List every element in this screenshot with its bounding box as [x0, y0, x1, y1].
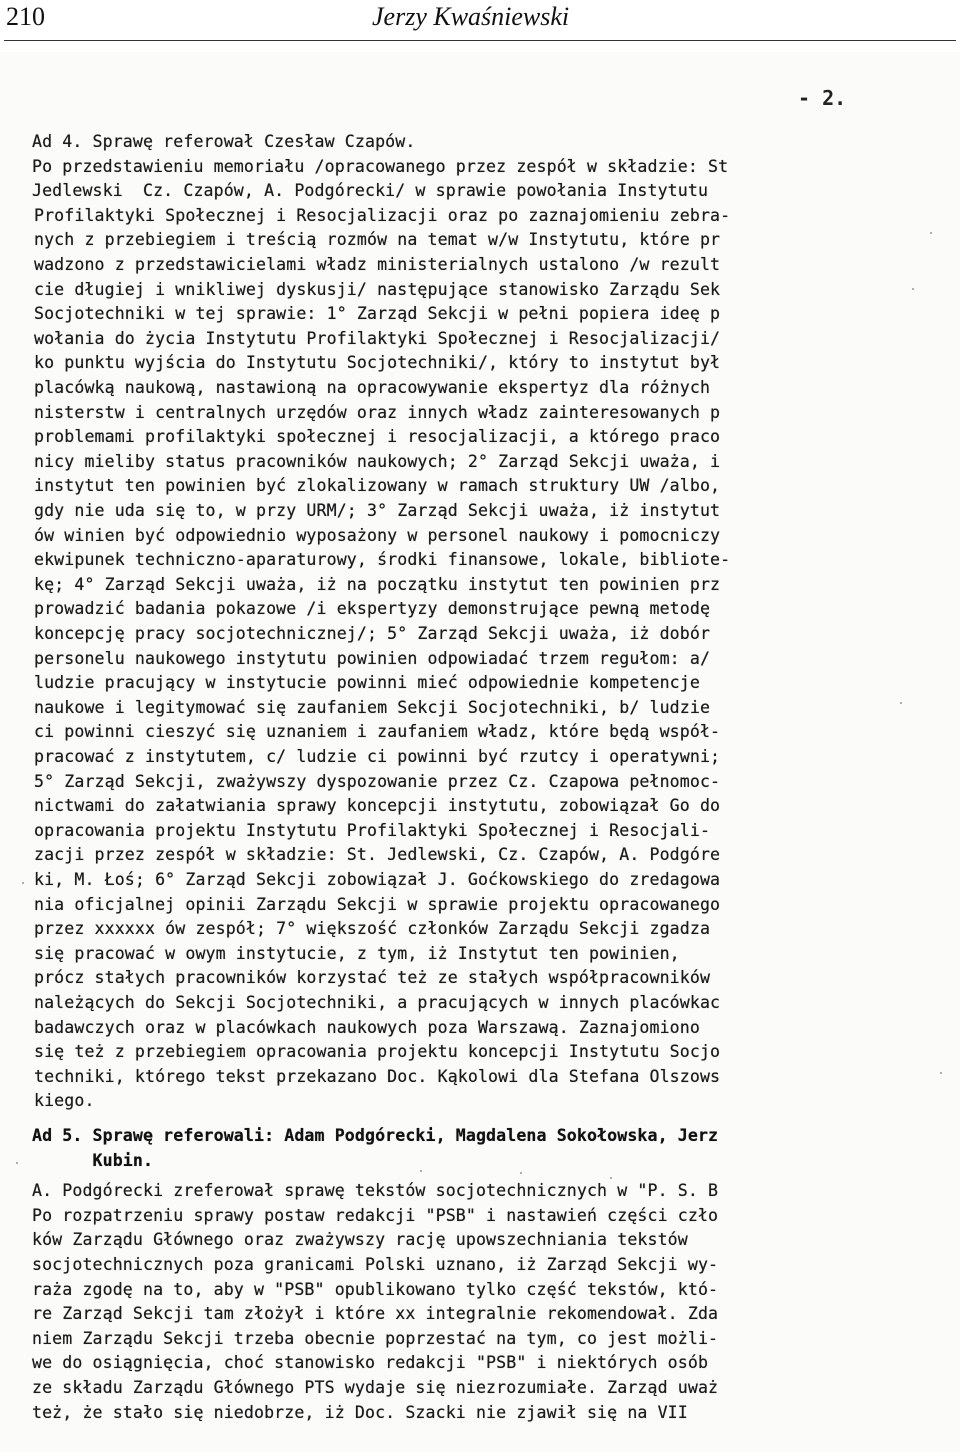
typed-line: Jedlewski Cz. Czapów, A. Podgórecki/ w sprawie powołania Instytutu	[32, 181, 709, 201]
typed-line: się pracować w owym instytucie, z tym, iż Instytut ten powinien,	[34, 943, 680, 963]
typed-line: instytut ten powinien być zlokalizowany w ramach struktury UW /albo,	[34, 476, 721, 496]
typed-line: kę; 4° Zarząd Sekcji uważa, iż na początku instytut ten powinien prz	[34, 574, 721, 594]
typed-line: nisterstw i centralnych urzędów oraz innych władz zainteresowanych p	[34, 402, 721, 422]
typed-line: badawczych oraz w placówkach naukowych poza Warszawą. Zaznajomiono	[34, 1017, 700, 1037]
typed-line: Kubin.	[32, 1150, 154, 1170]
typed-line: ekwipunek techniczno-aparaturowy, środki finansowe, lokale, bibliote-	[34, 550, 731, 570]
scan-speck	[520, 1172, 522, 1174]
typed-line: ki, M. Łoś; 6° Zarząd Sekcji zobowiązał J. Goćkowskiego do zredagowa	[34, 870, 721, 889]
typed-line: ludzie pracujący w instytucie powinni mieć odpowiednie kompetencje	[34, 673, 700, 693]
typed-line: się też z przebiegiem opracowania projektu koncepcji Instytutu Socjo	[34, 1042, 721, 1062]
header-rule	[4, 40, 956, 41]
scan-speck	[930, 232, 932, 234]
typed-line: pracować z instytutem, c/ ludzie ci powinni być rzutcy i operatywni;	[34, 747, 721, 766]
page-number: 210	[6, 2, 45, 31]
typed-line: 5° Zarząd Sekcji, zważywszy dyspozowanie przez Cz. Czapowa pełnomoc-	[34, 771, 721, 791]
typed-line: placówką naukową, nastawioną na opracowywanie ekspertyz dla różnych	[34, 378, 711, 397]
typed-line: niem Zarządu Sekcji trzeba obecnie poprzestać na tym, co jest możli-	[32, 1328, 719, 1348]
typed-line: socjotechnicznych poza granicami Polski uznano, iż Zarząd Sekcji wy-	[32, 1255, 719, 1274]
page-header	[0, 0, 960, 42]
typed-line: Profilaktyki Społecznej i Resocjalizacji oraz po zaznajomieniu zebra-	[34, 205, 731, 225]
scan-speck	[16, 1162, 18, 1164]
typed-line: przez xxxxxx ów zespół; 7° większość członków Zarządu Sekcji zgadza	[34, 919, 711, 939]
typed-line: naukowe i legitymować się zaufaniem Sekcji Socjotechniki, b/ ludzie	[34, 697, 711, 717]
typed-line: ci powinni cieszyć się uznaniem i zaufaniem władz, które będą współ-	[34, 722, 721, 742]
scan-page-marker: - 2.	[798, 86, 847, 110]
scan-speck	[912, 288, 914, 290]
typed-line: prowadzić badania pokazowe /i ekspertyzy demonstrujące pewną metodę	[34, 599, 711, 619]
scan-speck	[420, 1170, 422, 1172]
typed-line: ko punktu wyjścia do Instytutu Socjotechniki/, który to instytut był	[34, 353, 721, 373]
scan-speck	[940, 1072, 942, 1074]
scanned-typescript	[0, 52, 960, 1452]
typed-line: Ad 4. Sprawę referował Czesław Czapów.	[32, 132, 416, 151]
typed-line: prócz stałych pracowników korzystać też ze stałych współpracowników	[34, 968, 711, 988]
scan-speck	[610, 1177, 612, 1179]
typed-line: Socjotechniki w tej sprawie: 1° Zarząd Sekcji w pełni popiera ideę p	[34, 304, 721, 324]
typed-line: kiego.	[34, 1091, 95, 1111]
typed-line: A. Podgórecki zreferował sprawę tekstów socjotechnicznych w "P. S. B	[32, 1181, 719, 1201]
typed-line: re Zarząd Sekcji tam złożył i które xx integralnie rekomendował. Zda	[32, 1304, 719, 1324]
typed-line: ków Zarządu Głównego oraz zważywszy rację upowszechniania tekstów	[32, 1230, 688, 1250]
typed-line: ze składu Zarządu Głównego PTS wydaje się niezrozumiałe. Zarząd uważ	[32, 1378, 719, 1397]
typed-line: ów winien być odpowiednio wyposażony w personel naukowy i pomocniczy	[34, 525, 721, 545]
typed-line: nia oficjalnej opinii Zarządu Sekcji w sprawie projektu opracowanego	[34, 894, 721, 914]
typed-line: należących do Sekcji Socjotechniki, a pracujących w innych placówkac	[34, 993, 721, 1012]
typed-line: zacji przez zespół w składzie: St. Jedlewski, Cz. Czapów, A. Podgóre	[34, 845, 721, 865]
typed-line: cie długiej i wnikliwej dyskusji/ następujące stanowisko Zarządu Sek	[34, 279, 721, 299]
typed-line: wadzono z przedstawicielami władz ministerialnych ustalono /w rezult	[34, 255, 721, 274]
typed-line: też, że stało się niedobrze, iż Doc. Szacki nie zjawił się na VII	[32, 1402, 688, 1422]
scan-speck	[900, 702, 902, 704]
typed-line: gdy nie uda się to, w przy URM/; 3° Zarząd Sekcji uważa, iż instytut	[34, 501, 721, 520]
typed-line: koncepcję pracy socjotechnicznej/; 5° Zarząd Sekcji uważa, iż dobór	[34, 624, 711, 643]
scan-speck	[22, 882, 24, 884]
typed-line: nych z przebiegiem i treścią rozmów na temat w/w Instytutu, które pr	[34, 230, 721, 250]
typed-line: problemami profilaktyki społecznej i resocjalizacji, a którego praco	[34, 427, 721, 447]
typed-line: opracowania projektu Instytutu Profilaktyki Społecznej i Resocjali-	[34, 820, 711, 840]
typed-line: Po rozpatrzeniu sprawy postaw redakcji "PSB" i nastawień części czło	[32, 1205, 719, 1225]
typed-line: Ad 5. Sprawę referowali: Adam Podgórecki, Magdalena Sokołowska, Jerz	[32, 1126, 719, 1145]
typed-line: personelu naukowego instytutu powinien odpowiadać trzem regułom: a/	[34, 648, 711, 668]
typed-line: techniki, którego tekst przekazano Doc. Kąkolowi dla Stefana Olszows	[34, 1066, 721, 1086]
typed-line: wołania do życia Instytutu Profilaktyki Społecznej i Resocjalizacji/	[34, 328, 721, 348]
typed-line: we do osiągnięcia, choć stanowisko redakcji "PSB" i niektórych osób	[32, 1353, 709, 1373]
running-head: Jerzy Kwaśniewski	[372, 2, 570, 31]
typed-line: Po przedstawieniu memoriału /opracowanego przez zespół w składzie: St	[32, 156, 729, 176]
typed-line: nictwami do załatwiania sprawy koncepcji instytutu, zobowiązał Go do	[34, 796, 721, 816]
typed-line: raża zgodę na to, aby w "PSB" opublikowano tylko część tekstów, któ-	[32, 1279, 719, 1299]
typed-line: nicy mieliby status pracowników naukowych; 2° Zarząd Sekcji uważa, i	[34, 451, 721, 471]
